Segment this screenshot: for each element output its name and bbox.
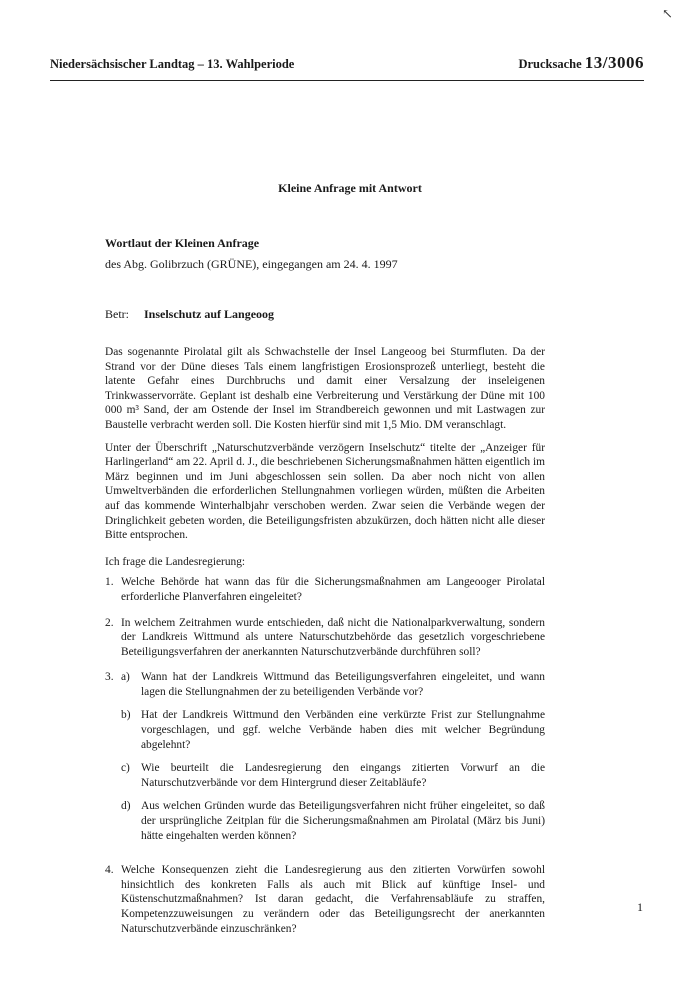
document-title: Kleine Anfrage mit Antwort (278, 181, 422, 195)
subject-label: Betr: (105, 307, 129, 321)
question-number: 2. (105, 616, 114, 629)
subquestion-letter: c) (121, 762, 130, 775)
subject-value: Inselschutz auf Langeoog (144, 307, 275, 321)
corner-mark: ↖ (662, 6, 673, 21)
header-divider (50, 80, 644, 81)
subquestion-text: Aus welchen Gründen wurde das Beteiligungsverfahren nicht früher eingeleitet, so daß der ursprüngliche Zeitplan für die Sicherungsmaßnahmen am Pirolatal (März bis Juni) hätte eingehalten werden können? (141, 800, 545, 842)
subquestion-item (121, 799, 545, 843)
paragraph: Unter der Überschrift „Naturschutzverbände verzögern Inselschutz“ titelte der „Anzeiger für Harlingerland“ am 22. April d. J., die beschriebenen Sicherungsmaßnahmen hätten eigentlich im März beginnen und im Juni abgeschlossen sein sollen. Da aber noch nicht von allen Umweltverbänden die erforderlichen Stellungnahmen vorliegen würden, müßten die Arbeiten auf das kommende Winterhalbjahr verschoben werden. Zwar seien die Verbände wegen der Dringlichkeit gebeten worden, die Beteiligungsfristen abzukürzen, doch hätten nicht alle dieser Bitte entsprochen. (105, 441, 545, 542)
subquestion-item (121, 708, 545, 752)
subquestion-text: Hat der Landkreis Wittmund den Verbänden eine verkürzte Frist zur Stellungnahme vorgeschlagen, und ggf. welche Verbände haben dies mit welcher Begründung abgelehnt? (141, 709, 545, 751)
page-number: 1 (637, 900, 643, 914)
author-line: des Abg. Golibrzuch (GRÜNE), eingegangen am 24. 4. 1997 (105, 257, 398, 271)
question-number: 3. (105, 671, 114, 684)
question-number: 4. (105, 864, 114, 877)
page-header (50, 53, 644, 73)
question-text: Welche Behörde hat wann das für die Sicherungsmaßnahmen am Langeooger Pirolatal erforderliche Planverfahren eingeleitet? (121, 576, 545, 603)
body-text (105, 345, 545, 947)
question-item (105, 670, 545, 852)
question-item (105, 863, 545, 936)
question-intro: Ich frage die Landesregierung: (105, 555, 246, 568)
subquestion-item (121, 670, 545, 699)
paragraph: Das sogenannte Pirolatal gilt als Schwachstelle der Insel Langeoog bei Sturmfluten. Da der Strand vor der Düne dieses Tals einem langfristigen Erosionsprozeß unterliegt, besteht die latente Gefahr eines Durchbruchs und damit einer Versalzung der inseleigenen Trinkwasservorräte. Geplant ist deshalb eine Verbreiterung und Verstärkung der Düne mit 100 000 m³ Sand, der am Ostende der Insel im Strandbereich gewonnen und mit Lastwagen zur Baustelle verbracht werden soll. Die Kosten hierfür sind mit 1,5 Mio. DM veranschlagt. (105, 346, 545, 431)
question-number: 1. (105, 576, 114, 589)
subject-line (105, 307, 274, 322)
question-item (105, 575, 545, 604)
section-heading: Wortlaut der Kleinen Anfrage (105, 236, 260, 250)
question-list (105, 575, 545, 936)
question-text: Welche Konsequenzen zieht die Landesregierung aus den zitierten Vorwürfen sowohl hinsichtlich des konkreten Falls als auch mit Blick auf künftige Insel- und Küstenschutzmaßnahmen? Ist daran gedacht, die Verfahrensabläufe zu straffen, Kompetenzzuweisungen zu verändern oder das Beteiligungsrecht der anerkannten Naturschutzverbände einzuschränken? (121, 864, 545, 935)
subquestion-list (121, 670, 545, 852)
subquestion-text: Wann hat der Landkreis Wittmund das Beteiligungsverfahren eingeleitet, und wann lagen die Stellungnahmen der zu beteiligenden Verbände vor? (141, 671, 545, 698)
subquestion-text: Wie beurteilt die Landesregierung den eingangs zitierten Vorwurf an die Naturschutzverbände vor dem Hintergrund dieser Zeitabläufe? (141, 762, 545, 789)
question-item (105, 616, 545, 660)
parliament-label: Niedersächsischer Landtag – 13. Wahlperiode (50, 57, 295, 71)
subquestion-item (121, 761, 545, 790)
document-number-label: Drucksache (518, 57, 582, 71)
document-number-value: 13/3006 (584, 53, 644, 72)
document-number (518, 53, 644, 73)
subquestion-letter: b) (121, 709, 131, 722)
question-text: In welchem Zeitrahmen wurde entschieden, daß nicht die Nationalparkverwaltung, sondern der Landkreis Wittmund als untere Naturschutzbehörde das gesetzlich vorgeschriebene Beteiligungsverfahren der anerkannten Naturschutzverbände durchführen soll? (121, 616, 545, 658)
subquestion-letter: d) (121, 800, 131, 813)
subquestion-letter: a) (121, 671, 130, 684)
